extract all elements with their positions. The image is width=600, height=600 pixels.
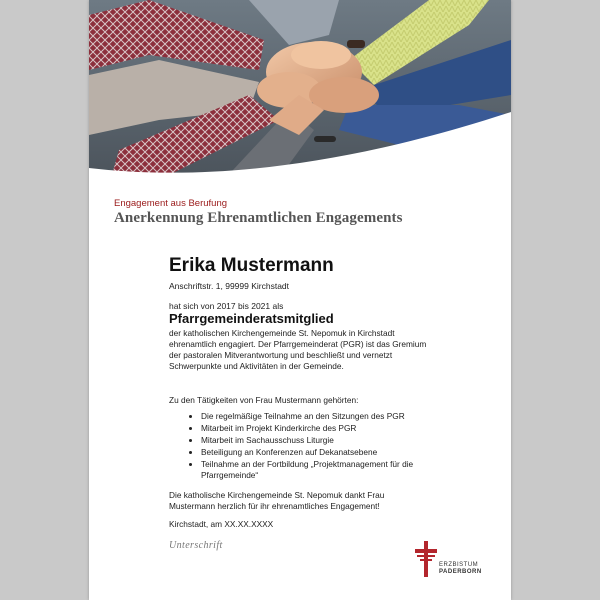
cross-icon [415, 541, 437, 577]
recipient-address: Anschriftstr. 1, 99999 Kirchstadt [169, 281, 290, 291]
header-eyebrow: Engagement aus Berufung [114, 198, 228, 209]
logo-line-1: ERZBISTUM [439, 562, 479, 568]
list-item: • Mitarbeit im Projekt Kinderkirche des PGR [201, 423, 451, 434]
list-item: • Die regelmäßige Teilnahme an den Sitzungen des PGR [201, 411, 451, 422]
recipient-name: Erika Mustermann [169, 255, 334, 276]
page-title: Anerkennung Ehrenamtlichen Engagements [114, 210, 403, 226]
logo-line-2: PADERBORN [439, 569, 482, 575]
header-photo-hands-together [89, 0, 511, 185]
list-item: • Teilnahme an der Fortbildung „Projektmanagement für die Pfarrgemeinde“ [201, 459, 451, 481]
list-item: • Beteiligung an Konferenzen auf Dekanatsebene [201, 447, 451, 458]
role-title: Pfarrgemeinderatsmitglied [169, 311, 334, 326]
erzbistum-logo [415, 541, 505, 581]
list-item: • Mitarbeit im Sachausschuss Liturgie [201, 435, 451, 446]
activities-list [187, 411, 451, 482]
engagement-period: hat sich von 2017 bis 2021 als [169, 301, 284, 311]
activities-intro: Zu den Tätigkeiten von Frau Mustermann gehörten: [169, 395, 359, 405]
description-paragraph: der katholischen Kirchengemeinde St. Nepomuk in Kirchstadt ehrenamtlich engagiert. Der Pfarrgemeinderat (PGR) ist das Gremium der pastoralen Mitverantwortung und beschließt und vernetzt Schwerpunkte und Aktivitäten in der Gemeinde. [169, 328, 427, 371]
signature-placeholder: Unterschrift [169, 540, 223, 551]
place-date: Kirchstadt, am XX.XX.XXXX [169, 519, 274, 529]
certificate-page [89, 0, 511, 600]
thanks-paragraph: Die katholische Kirchengemeinde St. Nepomuk dankt Frau Mustermann herzlich für ihr ehrenamtliches Engagement! [169, 490, 385, 511]
